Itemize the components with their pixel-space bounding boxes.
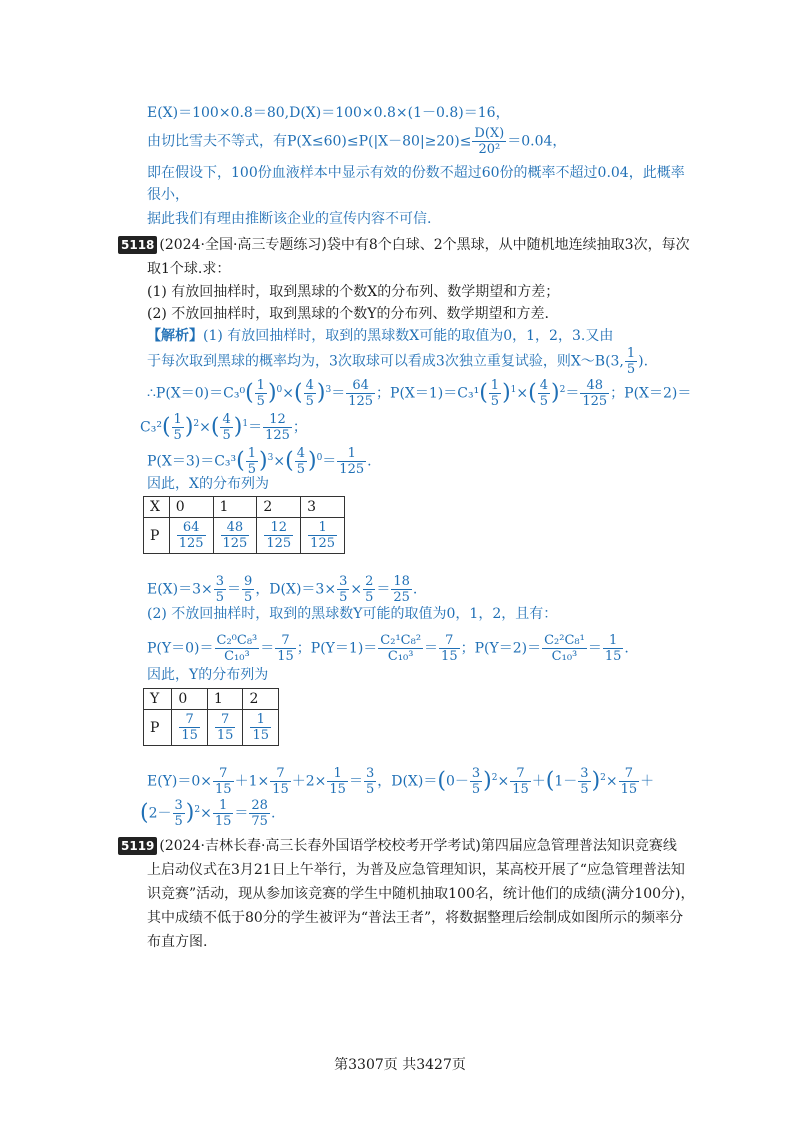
question-number-badge: 5119 (118, 837, 157, 855)
question-5118-stem-line-2: 取1个球.求： (147, 261, 231, 277)
solution-tag: 【解析】 (147, 328, 203, 344)
prob-x-line-1: ∴P(X＝0)＝C₃⁰( $\frac{1}{5}$ )$^0$×( $\frac{4}{5}$ )$^3$＝ $\frac{64}{125}$ ；P(X＝1)＝C₃¹( $\frac{1}{5}$ )$^1$×( $\frac{4}{5}$ )$^2$＝ $\frac{48}{125}$ ；P(X＝2)＝ (147, 378, 692, 409)
distribution-table-y (143, 688, 279, 746)
solution-line-2: 于每次取到黑球的概率均为，3次取球可以看成3次独立重复试验，则X～B(3, $\frac{1}{5}$ ). (147, 346, 649, 377)
question-5118-part-2: (2) 不放回抽样时，取到黑球的个数Y的分布列、数学期望和方差. (147, 306, 549, 322)
question-5118-part-1: (1) 有放回抽样时，取到黑球的个数X的分布列、数学期望和方差； (147, 284, 560, 300)
expectation-x-line: E(X)＝3× $\frac{3}{5}$ ＝ $\frac{9}{5}$ ，D(X)＝3× $\frac{3}{5}$ × $\frac{2}{5}$ ＝ $\frac{18}{25}$ . (147, 574, 418, 605)
solution-line-1: 【解析】(1) 有放回抽样时，取到的黑球数X可能的取值为0，1，2，3.又由 (147, 328, 614, 344)
prob-x-line-3: P(X＝3)＝C₃³( $\frac{1}{5}$ )$^3$×( $\frac{4}{5}$ )$^0$＝ $\frac{1}{125}$ . (147, 446, 372, 477)
distribution-table-x (143, 496, 345, 554)
question-5119-line-5: 布直方图. (147, 934, 208, 950)
distribution-x-label: 因此，X的分布列为 (147, 476, 269, 492)
table-row: P $\frac{64}{125}$ $\frac{48}{125}$ $\frac{12}{125}$ $\frac{1}{125}$ (144, 518, 345, 554)
prob-x-line-2: C₃²( $\frac{1}{5}$ )$^2$×( $\frac{4}{5}$ )$^1$＝ $\frac{12}{125}$ ； (140, 412, 307, 443)
question-5118-stem-line-1: 5118 (2024·全国·高三专题练习)袋中有8个白球、2个黑球，从中随机地连续抽取3次，每次 (118, 234, 690, 256)
chebyshev-text: 由切比雪夫不等式，有P(X≤60)≤P(|X－80|≥20)≤ (147, 133, 472, 150)
solution-part-2-line: (2) 不放回抽样时，取到的黑球数Y可能的取值为0，1，2，且有： (147, 606, 558, 622)
conclusion-line-1: 即在假设下，100份血液样本中显示有效的份数不超过60份的概率不超过0.04，此概率 (147, 165, 685, 181)
expectation-y-line: E(Y)＝0× $\frac{7}{15}$ ＋1× $\frac{7}{15}$ ＋2× $\frac{1}{15}$ ＝ $\frac{3}{5}$ ，D(X)＝(0－ $\frac{3}{5}$ )$^2$× $\frac{7}{15}$ ＋(1－ $\frac{3}{5}$ )$^2$× $\frac{7}{15}$ ＋ (147, 766, 655, 797)
page-footer: 第3307页 共3427页 (334, 1057, 466, 1073)
question-5119-line-3: 识竞赛”活动，现从参加该竞赛的学生中随机抽取100名，统计他们的成绩(满分100分)， (147, 886, 695, 902)
table-row: X 0 1 2 3 (144, 497, 345, 518)
distribution-y-label: 因此，Y的分布列为 (147, 667, 269, 683)
table-row: Y 0 1 2 (144, 689, 279, 710)
expectation-variance-line: E(X)＝100×0.8＝80,D(X)＝100×0.8×(1－0.8)＝16， (147, 105, 510, 121)
question-number-badge: 5118 (118, 236, 157, 254)
question-5119-line-4: 其中成绩不低于80分的学生被评为“普法王者”，将数据整理后绘制成如图所示的频率分 (147, 910, 684, 926)
conclusion-line-2: 很小， (147, 187, 189, 203)
prob-y-line: P(Y＝0)＝ $\frac{\text{C₂⁰C₈³}}{\text{C₁₀³}}$ ＝ $\frac{7}{15}$ ；P(Y＝1)＝ $\frac{\text{C₂¹C₈²}}{\text{C₁₀³}}$ ＝ $\frac{7}{15}$ ；P(Y＝2)＝ $\frac{\text{C₂²C₈¹}}{\text{C₁₀³}}$ ＝ $\frac{1}{15}$ . (147, 633, 629, 664)
question-5119-line-1: 5119 (2024·吉林长春·高三长春外国语学校校考开学考试)第四届应急管理普法知识竞赛线 (118, 835, 677, 857)
chebyshev-result: ＝0.04， (507, 133, 567, 150)
chebyshev-fraction: $\frac{D(X)}{\text{20²}}$ (474, 126, 505, 157)
variance-y-line: (2－ $\frac{3}{5}$ )$^2$× $\frac{1}{15}$ ＝ $\frac{28}{75}$ . (140, 798, 276, 829)
conclusion-line-3: 据此我们有理由推断该企业的宣传内容不可信. (147, 211, 432, 227)
table-row: P $\frac{7}{15}$ $\frac{7}{15}$ $\frac{1}{15}$ (144, 710, 279, 746)
chebyshev-line (147, 126, 566, 157)
question-5119-line-2: 上启动仪式在3月21日上午举行，为普及应急管理知识，某高校开展了“应急管理普法知 (147, 862, 685, 878)
